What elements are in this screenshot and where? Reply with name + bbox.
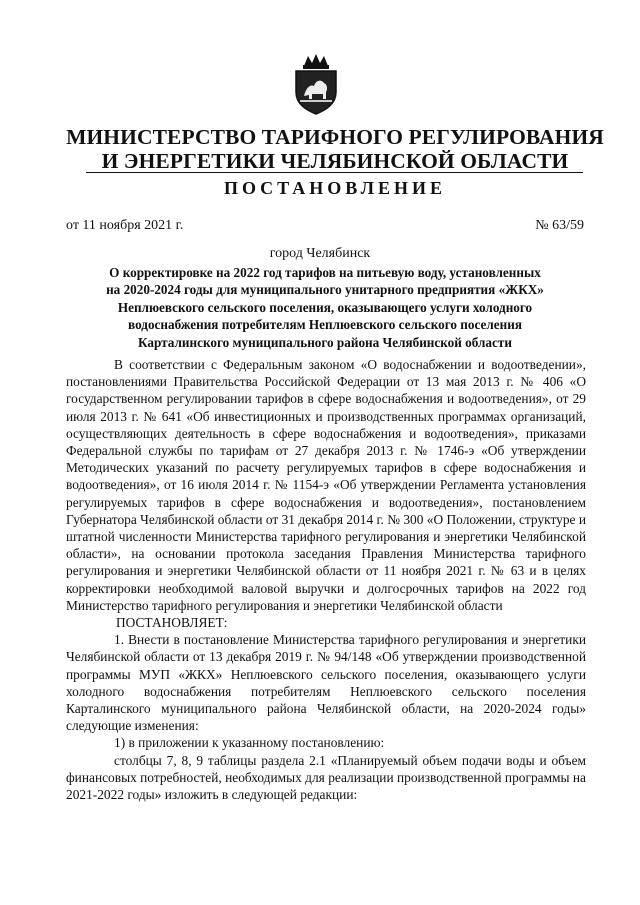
document-title [66, 264, 584, 351]
coat-of-arms-icon [290, 52, 342, 116]
title-line: Неплюевского сельского поселения, оказывающего услуги холодного [117, 299, 533, 315]
resolves-heading: ПОСТАНОВЛЯЕТ: [116, 615, 228, 631]
preamble-paragraph: В соответствии с Федеральным законом «О водоснабжении и водоотведении», постановлениями Правительства Российской Федерации от 13 мая 2013 г. № 406 «О государственном регулировании тарифов в сфере водоснабжения и водоотведения», от 29 июля 2013 г. № 641 «Об инвестиционных и производственных программах организаций, осуществляющих деятельность в сфере водоснабжения и водоотведения», приказами Федеральной службы по тарифам от 27 декабря 2013 г. № 1746-э «Об утверждении Методических указаний по расчету регулируемых тарифов в сфере водоснабжения и водоотведения», от 16 июля 2014 г. № 1154-э «Об утверждении Регламента установления регулируемых тарифов в сфере водоснабжения и водоотведения», постановлением Губернатора Челябинской области от 31 декабря 2014 г. № 300 «О Положении, структуре и штатной численности Министерства тарифного регулирования и энергетики Челябинской области», на основании протокола заседания Правления Министерства тарифного регулирования и энергетики Челябинской области от 11 ноября 2021 г. № 63 и в целях корректировки необходимой валовой выручки и долгосрочных тарифов на 2022 год Министерство тарифного регулирования и энергетики Челябинской области [66, 357, 586, 613]
clause-1-paragraph: 1. Внести в постановление Министерства тарифного регулирования и энергетики Челябинской области от 13 декабря 2019 г. № 94/148 «Об утверждении производственной программы МУП «ЖКХ» Неплюевского сельского поселения, оказывающего услуги холодного водоснабжения потребителям Неплюевского сельского поселения Карталинского муниципального района Челябинской области, на 2020-2024 годы» следующие изменения: [66, 632, 586, 734]
ministry-name-line1: МИНИСТЕРСТВО ТАРИФНОГО РЕГУЛИРОВАНИЯ [66, 125, 604, 149]
title-line: Карталинского муниципального района Челябинской области [138, 334, 512, 350]
document-date: от 11 ноября 2021 г. [66, 218, 184, 233]
title-line: на 2020-2024 годы для муниципального унитарного предприятия «ЖКХ» [106, 282, 544, 298]
document-body [66, 356, 586, 803]
ministry-name-line2: И ЭНЕРГЕТИКИ ЧЕЛЯБИНСКОЙ ОБЛАСТИ [101, 149, 569, 173]
table-columns-paragraph: столбцы 7, 8, 9 таблицы раздела 2.1 «Планируемый объем подачи воды и объем финансовых потребностей, необходимых для реализации производственной программы на 2021-2022 годы» изложить в следующей редакции: [66, 752, 586, 803]
title-line: водоснабжения потребителям Неплюевского сельского поселения [128, 317, 522, 333]
header-divider [86, 172, 583, 173]
document-number: № 63/59 [535, 218, 584, 233]
subclause-1-paragraph: 1) в приложении к указанному постановлению: [114, 735, 385, 751]
document-city: город Челябинск [269, 246, 371, 261]
document-type: ПОСТАНОВЛЕНИЕ [223, 178, 447, 198]
title-line: О корректировке на 2022 год тарифов на питьевую воду, установленных [109, 265, 541, 280]
